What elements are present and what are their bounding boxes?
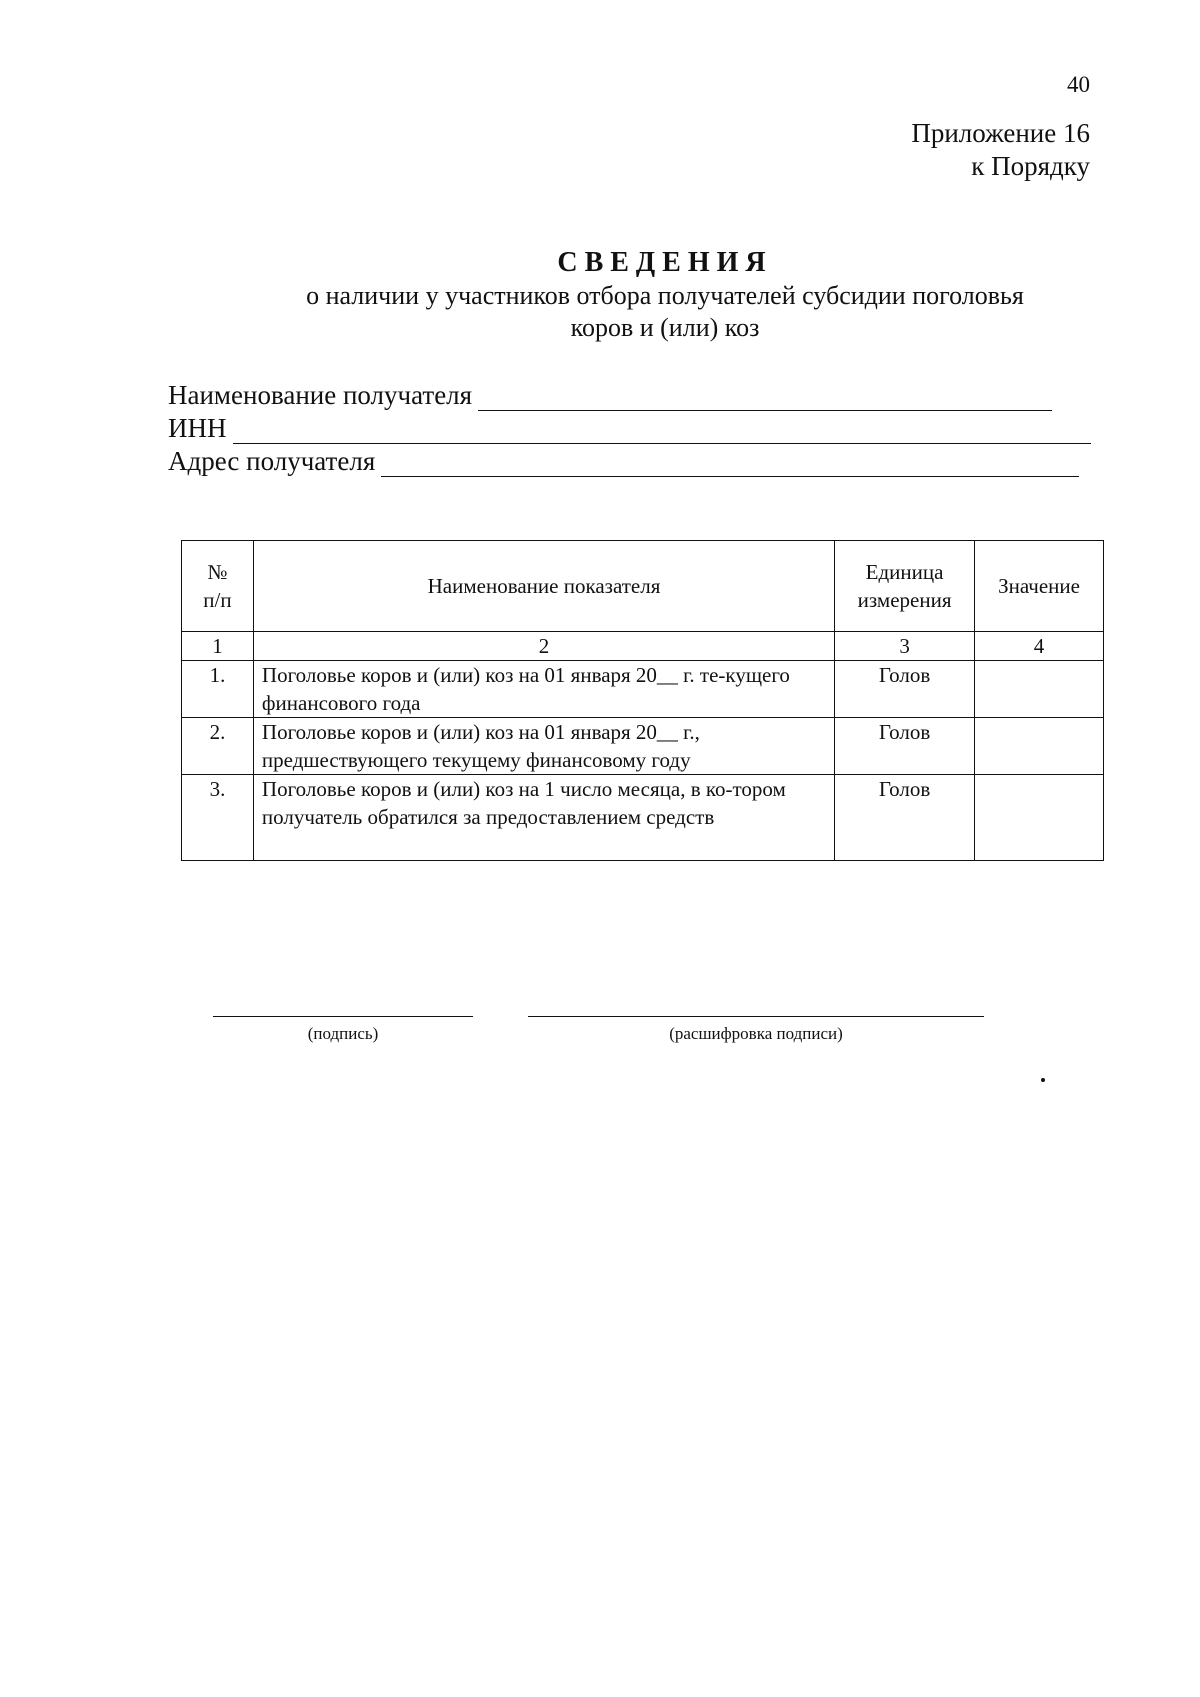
document-title: СВЕДЕНИЯ [557,247,773,278]
signature-decoding-caption: (расшифровка подписи) [669,1024,843,1043]
recipient-name-field [168,378,1052,411]
row-value-cell[interactable] [975,718,1104,775]
header-cell-number: № п/п [182,541,254,632]
header-cell-indicator: Наименование показателя [253,541,834,632]
signature-line[interactable] [213,1016,473,1017]
row-unit: Голов [835,661,975,718]
row-value-cell[interactable] [975,775,1104,861]
table-header-row [182,541,1104,632]
inn-field [168,411,1091,444]
indicators-table [181,540,1104,861]
appendix-line: к Порядку [971,151,1090,181]
column-number-row [182,632,1104,661]
appendix-note [911,117,1090,183]
subtitle-line: коров и (или) коз [570,313,760,342]
signature-caption: (подпись) [307,1024,379,1043]
column-number: 4 [975,632,1104,661]
column-number: 1 [182,632,254,661]
appendix-line: Приложение 16 [911,118,1090,148]
row-value-cell[interactable] [975,661,1104,718]
table-row [182,775,1104,861]
column-number: 2 [253,632,834,661]
inn-line[interactable] [233,421,1091,444]
stray-dot [1041,1078,1045,1082]
signature-decoding-line[interactable] [528,1016,984,1017]
address-field [168,444,1079,477]
inn-label: ИНН [168,413,227,443]
row-indicator-name: Поголовье коров и (или) коз на 01 января 20__ г., предшествующего текущему финансовому году [253,718,834,775]
header-cell-value: Значение [975,541,1104,632]
row-unit: Голов [835,718,975,775]
table-row [182,718,1104,775]
column-number: 3 [835,632,975,661]
page-number: 40 [1067,72,1090,97]
address-line[interactable] [381,454,1079,477]
recipient-name-label: Наименование получателя [168,380,473,410]
recipient-name-line[interactable] [478,388,1052,411]
address-label: Адрес получателя [168,446,376,476]
row-number: 1. [182,661,254,718]
table-row [182,661,1104,718]
subtitle-line: о наличии у участников отбора получателей субсидии поголовья [306,281,1024,310]
header-cell-unit: Единица измерения [835,541,975,632]
document-subtitle [0,280,1200,344]
row-unit: Голов [835,775,975,861]
row-number: 2. [182,718,254,775]
row-number: 3. [182,775,254,861]
row-indicator-name: Поголовье коров и (или) коз на 1 число месяца, в ко-тором получатель обратился за предоставлением средств [253,775,834,861]
row-indicator-name: Поголовье коров и (или) коз на 01 января 20__ г. те-кущего финансового года [253,661,834,718]
